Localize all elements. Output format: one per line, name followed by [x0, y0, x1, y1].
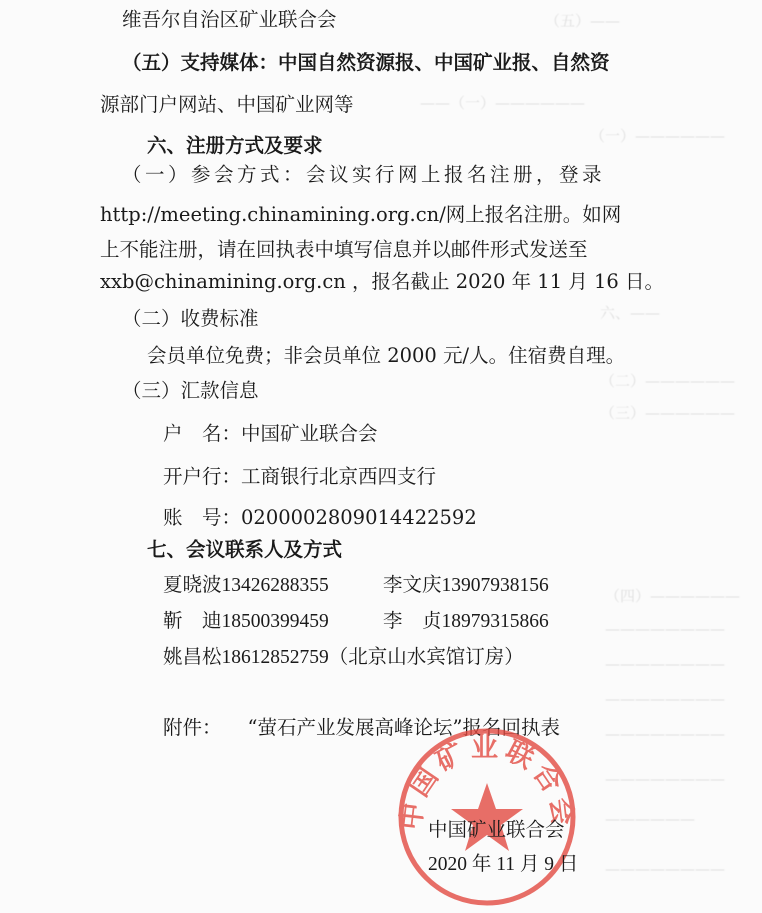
contact-item	[163, 611, 329, 632]
contact-item	[383, 611, 549, 632]
signature-date: 2020 年 11 月 9 日	[428, 854, 579, 875]
bleed-through-text: ————————	[605, 770, 725, 788]
attachment-title: “萤石产业发展高峰论坛”报名回执表	[247, 716, 560, 739]
sub-heading-fees: （二）收费标准	[122, 307, 259, 330]
bleed-through-text: （四）——————	[605, 587, 741, 605]
attachment-label: 附件：	[163, 716, 222, 739]
registration-url: http://meeting.chinamining.org.cn/网上报名注册。如网	[100, 203, 622, 226]
account-bank: 开户行：工商银行北京西四支行	[163, 465, 437, 488]
bleed-through-text: ————————	[605, 725, 725, 743]
section-heading-contacts: 七、会议联系人及方式	[147, 538, 343, 561]
text-line: 源部门户网站、中国矿业网等	[100, 93, 354, 116]
contact-name: 靳 迪	[163, 609, 222, 632]
contact-item	[383, 575, 549, 596]
bleed-through-text: ————————	[605, 860, 725, 878]
official-seal-stamp	[395, 725, 579, 909]
bleed-through-text: ————————	[605, 655, 725, 673]
sub-heading-remittance: （三）汇款信息	[122, 379, 259, 402]
contact-name: 姚昌松	[163, 645, 222, 668]
signature-org: 中国矿业联合会	[428, 818, 565, 841]
contact-name: 李 贞	[383, 609, 442, 632]
contact-phone: 18612852759（北京山水宾馆订房）	[221, 647, 524, 668]
bleed-through-text: （一）——————	[590, 127, 726, 145]
contact-item	[163, 647, 524, 668]
contact-phone: 13907938156	[441, 575, 549, 596]
contact-name: 李文庆	[383, 573, 442, 596]
text-line: 维吾尔自治区矿业联合会	[122, 8, 337, 31]
contact-phone: 13426288355	[221, 575, 329, 596]
account-number: 账 号：0200002809014422592	[163, 506, 477, 529]
text-line: 上不能注册，请在回执表中填写信息并以邮件形式发送至	[100, 238, 588, 261]
bleed-through-text: ——（一）——————	[420, 94, 586, 112]
section-heading-media: （五）支持媒体：中国自然资源报、中国矿业报、自然资	[122, 51, 610, 74]
bleed-through-text: 六、——	[600, 304, 661, 322]
bleed-through-text: ————————	[605, 690, 725, 708]
text-line: （一）参会方式：会议实行网上报名注册，登录	[122, 163, 606, 186]
bleed-through-text: （三）——————	[600, 404, 736, 422]
contact-name: 夏晓波	[163, 573, 222, 596]
section-heading-registration: 六、注册方式及要求	[147, 134, 323, 157]
contact-phone: 18500399459	[221, 611, 329, 632]
bleed-through-text: ——————	[605, 810, 695, 828]
bleed-through-text: （五）——	[545, 12, 621, 30]
seal-text: 中国矿业联合会	[395, 732, 579, 832]
bleed-through-text: （二）——————	[600, 372, 736, 390]
email-deadline-line: xxb@chinamining.org.cn ，报名截止 2020 年 11 月 16 日。	[100, 270, 665, 293]
contact-phone: 18979315866	[441, 611, 549, 632]
text-line: 会员单位免费；非会员单位 2000 元/人。住宿费自理。	[147, 344, 626, 367]
contact-item	[163, 575, 329, 596]
bleed-through-text: ————————	[605, 620, 725, 638]
account-name: 户 名：中国矿业联合会	[163, 422, 378, 445]
